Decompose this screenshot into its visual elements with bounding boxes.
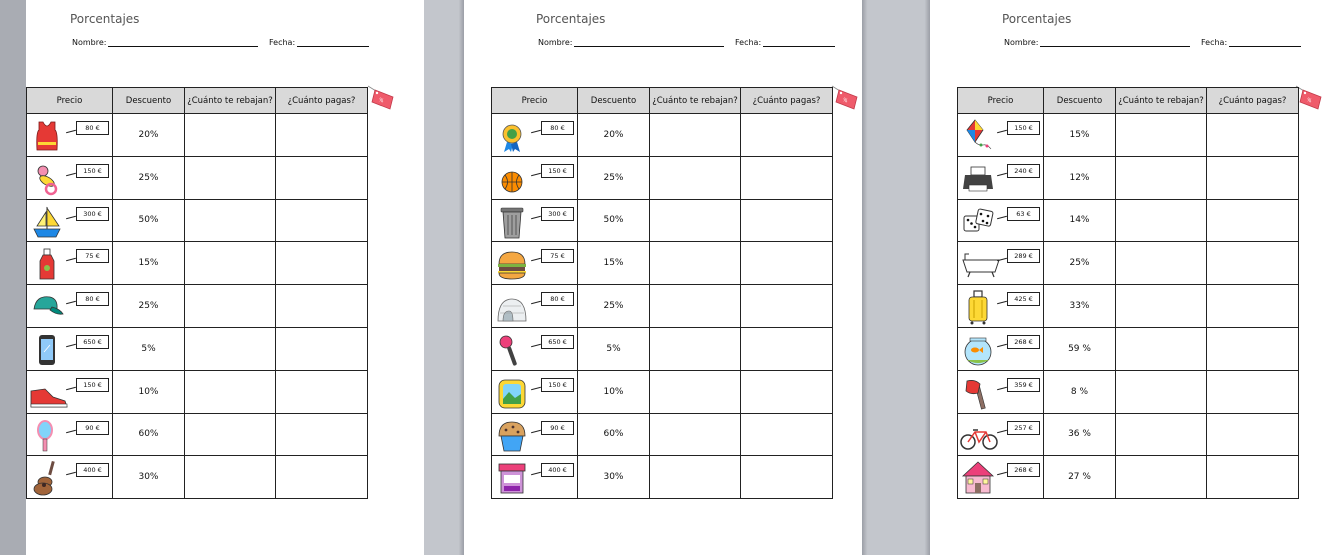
table-row <box>492 327 833 370</box>
discount-cell: 5% <box>578 327 650 370</box>
discount-cell: 10% <box>113 370 185 413</box>
answer-pay-cell[interactable] <box>1207 370 1299 413</box>
answer-savings-cell[interactable] <box>185 114 276 157</box>
label-leader <box>531 387 541 391</box>
answer-savings-cell[interactable] <box>650 242 741 285</box>
label-leader <box>66 472 76 476</box>
date-line <box>269 38 369 47</box>
answer-pay-cell[interactable] <box>741 199 833 242</box>
kite-icon <box>961 118 995 154</box>
discount-cell: 50% <box>578 199 650 242</box>
price-cell <box>27 456 113 499</box>
date-field[interactable] <box>1229 38 1301 47</box>
table-row <box>958 285 1299 328</box>
pacifier-icon <box>30 161 64 197</box>
price-label: 63 € <box>1007 207 1040 221</box>
price-label: 80 € <box>76 121 109 135</box>
price-cell <box>492 285 578 328</box>
table-row <box>958 156 1299 199</box>
date-line <box>735 38 835 47</box>
price-label: 300 € <box>541 207 574 221</box>
price-label: 425 € <box>1007 292 1040 306</box>
price-label: 400 € <box>541 463 574 477</box>
label-leader <box>66 215 76 219</box>
price-label: 150 € <box>541 164 574 178</box>
page-title: Porcentajes <box>1002 12 1072 26</box>
col-header-pay: ¿Cuánto pagas? <box>1207 88 1299 114</box>
basketball-icon <box>495 161 529 197</box>
price-cell <box>27 285 113 328</box>
col-header-discount: Descuento <box>113 88 185 114</box>
shop-stand-icon <box>495 460 529 496</box>
answer-pay-cell[interactable] <box>276 156 368 199</box>
label-leader <box>66 130 76 134</box>
price-label: 650 € <box>541 335 574 349</box>
discount-cell: 25% <box>113 285 185 328</box>
answer-savings-cell[interactable] <box>1116 156 1207 199</box>
label-leader <box>66 429 76 433</box>
discount-cell: 25% <box>1044 242 1116 285</box>
answer-savings-cell[interactable] <box>185 370 276 413</box>
guitar-icon <box>30 460 64 496</box>
answer-pay-cell[interactable] <box>276 413 368 456</box>
table-row <box>27 327 368 370</box>
name-field[interactable] <box>108 38 258 47</box>
medal-icon <box>495 118 529 154</box>
date-label: Fecha: <box>269 38 296 47</box>
svg-text:%: % <box>841 97 849 105</box>
answer-savings-cell[interactable] <box>1116 285 1207 328</box>
answer-savings-cell[interactable] <box>185 242 276 285</box>
date-field[interactable] <box>763 38 835 47</box>
price-label: 75 € <box>541 249 574 263</box>
answer-savings-cell[interactable] <box>185 285 276 328</box>
axe-icon <box>961 375 995 411</box>
label-leader <box>997 301 1007 305</box>
name-line <box>72 38 258 47</box>
answer-savings-cell[interactable] <box>185 456 276 499</box>
col-header-pay: ¿Cuánto pagas? <box>276 88 368 114</box>
label-leader <box>997 130 1007 134</box>
answer-savings-cell[interactable] <box>1116 327 1207 370</box>
dice-icon <box>961 204 995 240</box>
ketchup-bottle-icon <box>30 246 64 282</box>
answer-pay-cell[interactable] <box>1207 199 1299 242</box>
date-field[interactable] <box>297 38 369 47</box>
label-leader <box>531 472 541 476</box>
page-title: Porcentajes <box>70 12 140 26</box>
table-row <box>492 242 833 285</box>
price-cell <box>492 456 578 499</box>
label-leader <box>531 215 541 219</box>
answer-pay-cell[interactable] <box>1207 327 1299 370</box>
price-cell <box>492 370 578 413</box>
price-cell <box>958 285 1044 328</box>
answer-savings-cell[interactable] <box>650 370 741 413</box>
answer-pay-cell[interactable] <box>276 327 368 370</box>
answer-savings-cell[interactable] <box>650 327 741 370</box>
col-header-savings: ¿Cuánto te rebajan? <box>650 88 741 114</box>
col-header-pay: ¿Cuánto pagas? <box>741 88 833 114</box>
label-leader <box>997 472 1007 476</box>
answer-savings-cell[interactable] <box>650 285 741 328</box>
table-row <box>492 456 833 499</box>
name-field[interactable] <box>574 38 724 47</box>
discount-cell: 59 % <box>1044 327 1116 370</box>
label-leader <box>997 344 1007 348</box>
price-label: 300 € <box>76 207 109 221</box>
table-row <box>27 114 368 157</box>
discount-cell: 50% <box>113 199 185 242</box>
answer-pay-cell[interactable] <box>276 456 368 499</box>
printer-icon <box>961 161 995 197</box>
bicycle-icon <box>958 418 1000 454</box>
table-row <box>958 327 1299 370</box>
price-label: 90 € <box>541 421 574 435</box>
discount-cell: 36 % <box>1044 413 1116 456</box>
sneaker-icon <box>28 375 70 411</box>
price-cell <box>958 327 1044 370</box>
name-line <box>538 38 724 47</box>
worksheet-page <box>26 0 424 555</box>
percentages-table <box>957 87 1299 499</box>
answer-savings-cell[interactable] <box>650 456 741 499</box>
table-row <box>27 456 368 499</box>
table-row <box>958 114 1299 157</box>
price-cell <box>958 370 1044 413</box>
answer-pay-cell[interactable] <box>1207 413 1299 456</box>
table-row <box>958 456 1299 499</box>
name-label: Nombre: <box>72 38 107 47</box>
trash-can-icon <box>495 204 529 240</box>
price-label: 75 € <box>76 249 109 263</box>
table-row <box>492 199 833 242</box>
answer-pay-cell[interactable] <box>1207 114 1299 157</box>
date-line <box>1201 38 1301 47</box>
price-cell <box>492 327 578 370</box>
price-label: 80 € <box>76 292 109 306</box>
label-leader <box>531 301 541 305</box>
price-cell <box>958 114 1044 157</box>
date-label: Fecha: <box>1201 38 1228 47</box>
answer-pay-cell[interactable] <box>741 370 833 413</box>
discount-cell: 30% <box>113 456 185 499</box>
price-label: 90 € <box>76 421 109 435</box>
answer-pay-cell[interactable] <box>741 285 833 328</box>
answer-pay-cell[interactable] <box>276 114 368 157</box>
price-cell <box>27 114 113 157</box>
smartphone-icon <box>30 332 64 368</box>
price-cell <box>27 156 113 199</box>
discount-cell: 15% <box>578 242 650 285</box>
price-cell <box>492 156 578 199</box>
answer-savings-cell[interactable] <box>185 199 276 242</box>
discount-cell: 14% <box>1044 199 1116 242</box>
answer-savings-cell[interactable] <box>1116 413 1207 456</box>
hand-mirror-icon <box>30 418 64 454</box>
discount-cell: 12% <box>1044 156 1116 199</box>
page-gap <box>862 0 930 555</box>
answer-savings-cell[interactable] <box>650 156 741 199</box>
svg-text:%: % <box>377 97 385 105</box>
answer-pay-cell[interactable] <box>741 156 833 199</box>
svg-text:%: % <box>1305 97 1313 105</box>
table-row <box>27 156 368 199</box>
answer-savings-cell[interactable] <box>650 114 741 157</box>
discount-cell: 8 % <box>1044 370 1116 413</box>
label-leader <box>66 258 76 262</box>
price-label: 150 € <box>541 378 574 392</box>
discount-cell: 15% <box>1044 114 1116 157</box>
discount-cell: 20% <box>578 114 650 157</box>
answer-savings-cell[interactable] <box>185 413 276 456</box>
label-leader <box>531 344 541 348</box>
name-field[interactable] <box>1040 38 1190 47</box>
discount-cell: 25% <box>113 156 185 199</box>
sale-tag-icon <box>830 84 864 114</box>
table-row <box>27 370 368 413</box>
sale-tag-icon <box>1294 84 1328 114</box>
label-leader <box>66 173 76 177</box>
label-leader <box>531 258 541 262</box>
label-leader <box>997 215 1007 219</box>
discount-cell: 60% <box>578 413 650 456</box>
name-label: Nombre: <box>1004 38 1039 47</box>
price-label: 359 € <box>1007 378 1040 392</box>
price-cell <box>492 114 578 157</box>
label-leader <box>66 301 76 305</box>
suitcase-icon <box>961 289 995 325</box>
sailboat-icon <box>30 204 64 240</box>
answer-savings-cell[interactable] <box>1116 242 1207 285</box>
col-header-price: Precio <box>958 88 1044 114</box>
answer-pay-cell[interactable] <box>1207 156 1299 199</box>
table-row <box>492 285 833 328</box>
discount-cell: 15% <box>113 242 185 285</box>
sale-tag-icon <box>366 84 400 114</box>
discount-cell: 33% <box>1044 285 1116 328</box>
price-cell <box>27 199 113 242</box>
label-leader <box>66 344 76 348</box>
answer-savings-cell[interactable] <box>1116 114 1207 157</box>
house-icon <box>961 460 995 496</box>
answer-pay-cell[interactable] <box>741 456 833 499</box>
hamburger-icon <box>495 246 529 282</box>
discount-cell: 10% <box>578 370 650 413</box>
discount-cell: 27 % <box>1044 456 1116 499</box>
col-header-price: Precio <box>492 88 578 114</box>
answer-pay-cell[interactable] <box>276 199 368 242</box>
price-cell <box>27 327 113 370</box>
page-title: Porcentajes <box>536 12 606 26</box>
table-row <box>27 199 368 242</box>
answer-savings-cell[interactable] <box>1116 456 1207 499</box>
fishbowl-icon <box>961 332 995 368</box>
col-header-discount: Descuento <box>578 88 650 114</box>
price-cell <box>958 456 1044 499</box>
price-label: 650 € <box>76 335 109 349</box>
price-label: 400 € <box>76 463 109 477</box>
discount-cell: 25% <box>578 156 650 199</box>
price-label: 257 € <box>1007 421 1040 435</box>
answer-savings-cell[interactable] <box>1116 199 1207 242</box>
label-leader <box>531 429 541 433</box>
table-row <box>492 413 833 456</box>
col-header-discount: Descuento <box>1044 88 1116 114</box>
answer-pay-cell[interactable] <box>1207 285 1299 328</box>
table-row <box>27 242 368 285</box>
discount-cell: 60% <box>113 413 185 456</box>
worksheet-page <box>930 0 1328 555</box>
price-label: 268 € <box>1007 335 1040 349</box>
microphone-icon <box>495 332 529 368</box>
discount-cell: 20% <box>113 114 185 157</box>
price-cell <box>27 242 113 285</box>
cap-icon <box>30 289 64 325</box>
price-label: 268 € <box>1007 463 1040 477</box>
answer-pay-cell[interactable] <box>741 114 833 157</box>
tank-top-icon <box>30 118 64 154</box>
table-row <box>958 413 1299 456</box>
price-cell <box>492 242 578 285</box>
price-label: 150 € <box>76 164 109 178</box>
answer-pay-cell[interactable] <box>1207 242 1299 285</box>
label-leader <box>997 173 1007 177</box>
picture-frame-icon <box>495 375 529 411</box>
answer-pay-cell[interactable] <box>741 327 833 370</box>
discount-cell: 25% <box>578 285 650 328</box>
answer-savings-cell[interactable] <box>185 156 276 199</box>
label-leader <box>531 173 541 177</box>
table-row <box>958 370 1299 413</box>
table-row <box>958 199 1299 242</box>
price-cell <box>958 156 1044 199</box>
price-label: 150 € <box>76 378 109 392</box>
label-leader <box>531 130 541 134</box>
name-label: Nombre: <box>538 38 573 47</box>
worksheet-page <box>464 0 862 555</box>
table-row <box>492 114 833 157</box>
name-line <box>1004 38 1190 47</box>
col-header-price: Precio <box>27 88 113 114</box>
answer-pay-cell[interactable] <box>741 413 833 456</box>
price-cell <box>27 413 113 456</box>
answer-pay-cell[interactable] <box>276 242 368 285</box>
price-cell <box>958 199 1044 242</box>
table-row <box>958 242 1299 285</box>
answer-savings-cell[interactable] <box>650 199 741 242</box>
percentages-table <box>26 87 368 499</box>
answer-savings-cell[interactable] <box>185 327 276 370</box>
bathtub-icon <box>959 246 1003 282</box>
col-header-savings: ¿Cuánto te rebajan? <box>185 88 276 114</box>
price-label: 289 € <box>1007 249 1040 263</box>
table-row <box>492 156 833 199</box>
price-cell <box>958 413 1044 456</box>
answer-pay-cell[interactable] <box>276 285 368 328</box>
answer-savings-cell[interactable] <box>1116 370 1207 413</box>
price-cell <box>492 413 578 456</box>
discount-cell: 30% <box>578 456 650 499</box>
price-label: 240 € <box>1007 164 1040 178</box>
answer-pay-cell[interactable] <box>276 370 368 413</box>
table-row <box>492 370 833 413</box>
col-header-savings: ¿Cuánto te rebajan? <box>1116 88 1207 114</box>
price-cell <box>958 242 1044 285</box>
percentages-table <box>491 87 833 499</box>
answer-pay-cell[interactable] <box>1207 456 1299 499</box>
price-label: 80 € <box>541 121 574 135</box>
label-leader <box>997 387 1007 391</box>
cupcake-icon <box>495 418 529 454</box>
price-cell <box>27 370 113 413</box>
discount-cell: 5% <box>113 327 185 370</box>
table-row <box>27 413 368 456</box>
date-label: Fecha: <box>735 38 762 47</box>
price-label: 80 € <box>541 292 574 306</box>
igloo-icon <box>495 289 529 325</box>
answer-pay-cell[interactable] <box>741 242 833 285</box>
table-row <box>27 285 368 328</box>
price-cell <box>492 199 578 242</box>
answer-savings-cell[interactable] <box>650 413 741 456</box>
price-label: 150 € <box>1007 121 1040 135</box>
